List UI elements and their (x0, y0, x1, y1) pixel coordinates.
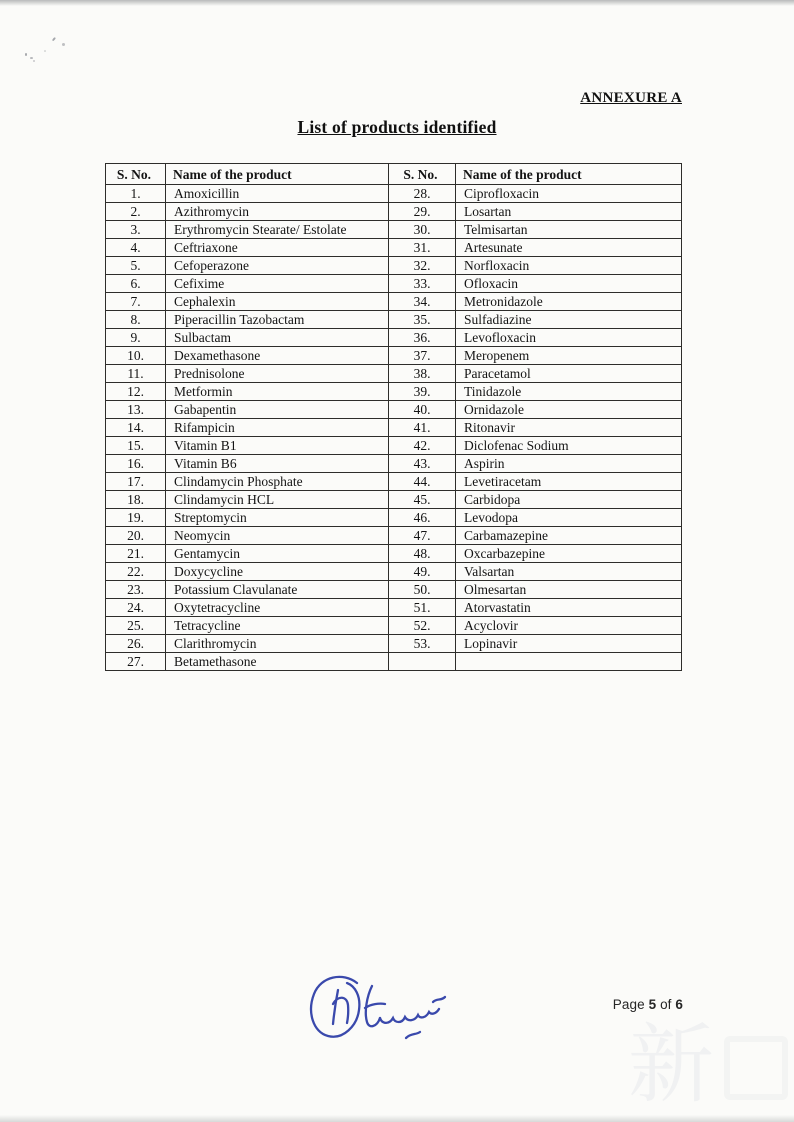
product-name-cell: Meropenem (456, 347, 682, 365)
table-row (106, 365, 682, 383)
product-name-cell: Olmesartan (456, 581, 682, 599)
serial-number-cell: 46. (389, 509, 456, 527)
product-name-cell: Cephalexin (166, 293, 389, 311)
footer-page-word: Page (612, 997, 645, 1012)
product-name-cell: Paracetamol (456, 365, 682, 383)
serial-number-cell: 38. (389, 365, 456, 383)
product-name-cell: Gabapentin (166, 401, 389, 419)
serial-number-cell: 7. (106, 293, 166, 311)
serial-number-cell: 29. (389, 203, 456, 221)
product-name-cell: Cefoperazone (166, 257, 389, 275)
serial-number-cell: 1. (106, 185, 166, 203)
table-row (106, 527, 682, 545)
serial-number-cell: 43. (389, 455, 456, 473)
serial-number-cell: 27. (106, 653, 166, 671)
serial-number-cell: 53. (389, 635, 456, 653)
serial-number-cell: 24. (106, 599, 166, 617)
serial-number-cell: 28. (389, 185, 456, 203)
table-row (106, 383, 682, 401)
scan-edge-shadow-bottom (0, 1115, 794, 1122)
serial-number-cell: 42. (389, 437, 456, 455)
serial-number-cell: 9. (106, 329, 166, 347)
product-name-cell: Sulbactam (166, 329, 389, 347)
product-table-body (106, 185, 682, 671)
product-name-cell: Doxycycline (166, 563, 389, 581)
serial-number-cell: 41. (389, 419, 456, 437)
serial-number-cell: 37. (389, 347, 456, 365)
product-name-cell: Levofloxacin (456, 329, 682, 347)
footer-of-word: of (660, 997, 672, 1012)
product-name-cell: Artesunate (456, 239, 682, 257)
product-name-cell: Diclofenac Sodium (456, 437, 682, 455)
page-footer (613, 997, 683, 1012)
serial-number-cell: 33. (389, 275, 456, 293)
product-name-cell: Piperacillin Tazobactam (166, 311, 389, 329)
serial-number-cell: 18. (106, 491, 166, 509)
scan-speckles (0, 0, 1, 1)
serial-number-cell: 39. (389, 383, 456, 401)
product-name-cell: Rifampicin (166, 419, 389, 437)
serial-number-cell: 17. (106, 473, 166, 491)
product-name-cell: Sulfadiazine (456, 311, 682, 329)
table-row (106, 221, 682, 239)
serial-number-cell: 26. (106, 635, 166, 653)
serial-number-cell: 20. (106, 527, 166, 545)
table-row (106, 239, 682, 257)
table-row (106, 401, 682, 419)
product-name-cell: Atorvastatin (456, 599, 682, 617)
serial-number-cell: 11. (106, 365, 166, 383)
product-name-cell: Acyclovir (456, 617, 682, 635)
header-name-right: Name of the product (456, 164, 682, 185)
table-row (106, 635, 682, 653)
product-name-cell: Tinidazole (456, 383, 682, 401)
serial-number-cell: 44. (389, 473, 456, 491)
header-serial-left: S. No. (106, 164, 166, 185)
serial-number-cell: 25. (106, 617, 166, 635)
product-name-cell: Vitamin B6 (166, 455, 389, 473)
product-name-cell: Betamethasone (166, 653, 389, 671)
footer-total-pages: 6 (675, 997, 683, 1012)
faint-watermark-glyph: 新 (628, 1015, 714, 1115)
serial-number-cell: 3. (106, 221, 166, 239)
product-name-cell: Neomycin (166, 527, 389, 545)
table-row (106, 203, 682, 221)
table-row (106, 473, 682, 491)
product-name-cell: Carbidopa (456, 491, 682, 509)
serial-number-cell: 5. (106, 257, 166, 275)
product-name-cell (456, 653, 682, 671)
product-name-cell: Gentamycin (166, 545, 389, 563)
product-name-cell: Metformin (166, 383, 389, 401)
product-name-cell: Metronidazole (456, 293, 682, 311)
serial-number-cell: 6. (106, 275, 166, 293)
serial-number-cell: 45. (389, 491, 456, 509)
faint-watermark-blob (724, 1036, 788, 1100)
table-row (106, 617, 682, 635)
header-serial-right: S. No. (389, 164, 456, 185)
table-row (106, 599, 682, 617)
product-name-cell: Tetracycline (166, 617, 389, 635)
product-name-cell: Carbamazepine (456, 527, 682, 545)
product-name-cell: Oxcarbazepine (456, 545, 682, 563)
serial-number-cell: 32. (389, 257, 456, 275)
product-name-cell: Ofloxacin (456, 275, 682, 293)
scan-edge-shadow-top (0, 0, 794, 6)
serial-number-cell: 2. (106, 203, 166, 221)
table-row (106, 185, 682, 203)
serial-number-cell: 50. (389, 581, 456, 599)
serial-number-cell: 23. (106, 581, 166, 599)
serial-number-cell: 47. (389, 527, 456, 545)
serial-number-cell: 48. (389, 545, 456, 563)
product-name-cell: Ciprofloxacin (456, 185, 682, 203)
product-name-cell: Clindamycin Phosphate (166, 473, 389, 491)
product-name-cell: Azithromycin (166, 203, 389, 221)
table-row (106, 509, 682, 527)
header-name-left: Name of the product (166, 164, 389, 185)
serial-number-cell: 36. (389, 329, 456, 347)
serial-number-cell: 14. (106, 419, 166, 437)
table-row (106, 437, 682, 455)
table-row (106, 275, 682, 293)
product-name-cell: Telmisartan (456, 221, 682, 239)
product-name-cell: Cefixime (166, 275, 389, 293)
table-row (106, 419, 682, 437)
serial-number-cell: 15. (106, 437, 166, 455)
table-row (106, 311, 682, 329)
serial-number-cell: 21. (106, 545, 166, 563)
product-name-cell: Ceftriaxone (166, 239, 389, 257)
table-row (106, 545, 682, 563)
serial-number-cell: 4. (106, 239, 166, 257)
table-row (106, 491, 682, 509)
product-name-cell: Clarithromycin (166, 635, 389, 653)
product-name-cell: Amoxicillin (166, 185, 389, 203)
serial-number-cell: 8. (106, 311, 166, 329)
product-name-cell: Vitamin B1 (166, 437, 389, 455)
table-row (106, 563, 682, 581)
table-header-row (106, 164, 682, 185)
serial-number-cell: 16. (106, 455, 166, 473)
page-title (0, 117, 794, 138)
table-row (106, 653, 682, 671)
serial-number-cell: 12. (106, 383, 166, 401)
footer-page-number: 5 (648, 997, 657, 1012)
product-name-cell: Prednisolone (166, 365, 389, 383)
product-name-cell: Lopinavir (456, 635, 682, 653)
product-name-cell: Oxytetracycline (166, 599, 389, 617)
product-name-cell: Losartan (456, 203, 682, 221)
product-name-cell: Erythromycin Stearate/ Estolate (166, 221, 389, 239)
serial-number-cell: 19. (106, 509, 166, 527)
table-row (106, 329, 682, 347)
table-row (106, 257, 682, 275)
table-row (106, 347, 682, 365)
table-row (106, 293, 682, 311)
products-table (105, 163, 682, 671)
serial-number-cell: 31. (389, 239, 456, 257)
table-row (106, 455, 682, 473)
product-name-cell: Potassium Clavulanate (166, 581, 389, 599)
product-name-cell: Aspirin (456, 455, 682, 473)
serial-number-cell: 51. (389, 599, 456, 617)
serial-number-cell: 35. (389, 311, 456, 329)
serial-number-cell: 40. (389, 401, 456, 419)
serial-number-cell: 34. (389, 293, 456, 311)
serial-number-cell (389, 653, 456, 671)
annexure-label: ANNEXURE A (580, 90, 682, 106)
product-name-cell: Streptomycin (166, 509, 389, 527)
product-name-cell: Valsartan (456, 563, 682, 581)
serial-number-cell: 22. (106, 563, 166, 581)
serial-number-cell: 10. (106, 347, 166, 365)
table-row (106, 581, 682, 599)
product-name-cell: Levetiracetam (456, 473, 682, 491)
serial-number-cell: 52. (389, 617, 456, 635)
product-name-cell: Ornidazole (456, 401, 682, 419)
product-name-cell: Norfloxacin (456, 257, 682, 275)
product-name-cell: Ritonavir (456, 419, 682, 437)
product-name-cell: Levodopa (456, 509, 682, 527)
product-name-cell: Clindamycin HCL (166, 491, 389, 509)
product-name-cell: Dexamethasone (166, 347, 389, 365)
serial-number-cell: 49. (389, 563, 456, 581)
page-title-text: List of products identified (297, 117, 497, 137)
serial-number-cell: 13. (106, 401, 166, 419)
serial-number-cell: 30. (389, 221, 456, 239)
handwritten-signature (305, 970, 460, 1058)
